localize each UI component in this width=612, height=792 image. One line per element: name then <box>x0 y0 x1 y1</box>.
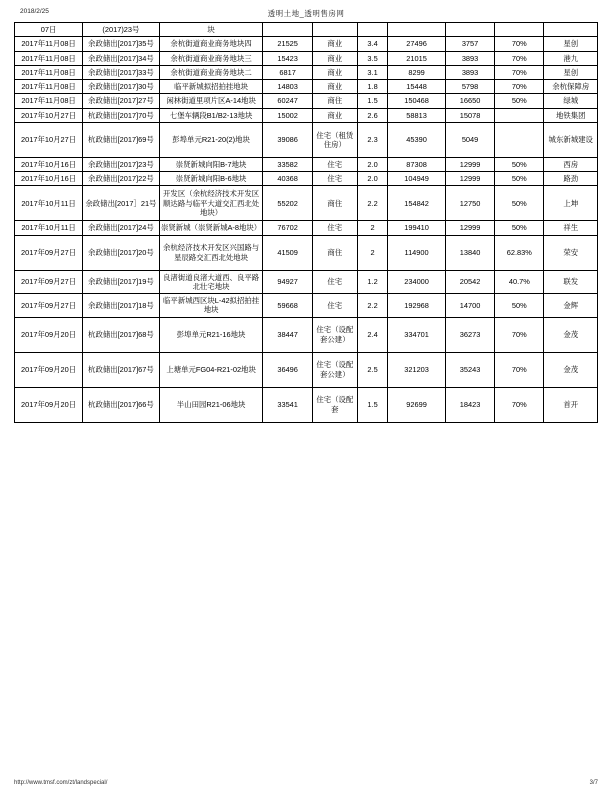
cell-document-no: 杭政储出[2017]70号 <box>83 108 160 122</box>
cell-date: 2017年11月08日 <box>15 51 83 65</box>
cell-unit-price: 3757 <box>445 37 494 51</box>
cell-use: 住宅 <box>312 157 357 171</box>
cell-total-price: 8299 <box>388 65 446 79</box>
cell-unit-price: 3893 <box>445 51 494 65</box>
cell-premium-rate: 50% <box>495 221 544 235</box>
table-row <box>15 122 598 157</box>
cell-area: 38447 <box>263 317 312 352</box>
cell-total-price: 21015 <box>388 51 446 65</box>
cell-date: 2017年10月27日 <box>15 122 83 157</box>
cell-total-price: 92699 <box>388 387 446 422</box>
cell-document-no: 杭政储出[2017]66号 <box>83 387 160 422</box>
cell-buyer: 荣安 <box>544 235 598 270</box>
cell-parcel-name: 崇贤新城向阳B-6地块 <box>159 172 263 186</box>
table-row <box>15 94 598 108</box>
cell-parcel-name: 余杭街道商业商务地块三 <box>159 51 263 65</box>
cell-premium-rate: 70% <box>495 51 544 65</box>
cell-floor-area-ratio: 2.5 <box>357 352 387 387</box>
cell-premium-rate <box>495 122 544 157</box>
cell-date: 2017年11月08日 <box>15 37 83 51</box>
cell-parcel-name: 余杭街道商业商务地块二 <box>159 65 263 79</box>
cell-premium-rate: 70% <box>495 352 544 387</box>
cell-total-price: 104949 <box>388 172 446 186</box>
cell-use: 商业 <box>312 108 357 122</box>
cell-parcel-name: 闲林街道里项片区A-14地块 <box>159 94 263 108</box>
table-row <box>15 51 598 65</box>
cell-unit-price: 20542 <box>445 270 494 294</box>
cell-date: 2017年09月27日 <box>15 270 83 294</box>
cell-unit-price: 5798 <box>445 80 494 94</box>
cell-area: 21525 <box>263 37 312 51</box>
cell-premium-rate: 70% <box>495 65 544 79</box>
table-row <box>15 157 598 171</box>
cell-parcel-name: 余杭经济技术开发区兴国路与星辰路交汇西北处地块 <box>159 235 263 270</box>
cell-document-no: 余政储出[2017]20号 <box>83 235 160 270</box>
cell-use: 商住 <box>312 186 357 221</box>
cell-date: 2017年09月27日 <box>15 294 83 318</box>
cell-document-no: 余政储出[2017]27号 <box>83 94 160 108</box>
cell-use: 住宅 <box>312 172 357 186</box>
cell-floor-area-ratio: 2.3 <box>357 122 387 157</box>
cell-area: 40368 <box>263 172 312 186</box>
cell-floor-area-ratio: 1.5 <box>357 94 387 108</box>
cell-use: 住宅 <box>312 221 357 235</box>
cell-parcel-name: 半山田园R21-06地块 <box>159 387 263 422</box>
cell-parcel-name: 崇贤新城向阳B-7地块 <box>159 157 263 171</box>
cell-buyer: 联发 <box>544 270 598 294</box>
cell-floor-area-ratio: 1.2 <box>357 270 387 294</box>
cell-premium-rate: 70% <box>495 37 544 51</box>
cell-floor-area-ratio: 2.0 <box>357 157 387 171</box>
cell-floor-area-ratio: 1.8 <box>357 80 387 94</box>
cell-date: 2017年10月16日 <box>15 172 83 186</box>
table-row <box>15 221 598 235</box>
cell-unit-price: 15078 <box>445 108 494 122</box>
cell-use: 住宅（设配套 <box>312 387 357 422</box>
cell-buyer: 星创 <box>544 37 598 51</box>
cell-premium-rate: 50% <box>495 94 544 108</box>
cell-total-price: 114900 <box>388 235 446 270</box>
cell-total-price: 58813 <box>388 108 446 122</box>
table-row <box>15 80 598 94</box>
cell-parcel-name: 开发区（余杭经济技术开发区顺达路与临平大道交汇西北处地块） <box>159 186 263 221</box>
table-row <box>15 352 598 387</box>
cell-parcel-name: 彭埠单元R21-20(2)地块 <box>159 122 263 157</box>
cell-premium-rate: 40.7% <box>495 270 544 294</box>
cell-floor-area-ratio <box>357 23 387 37</box>
cell-parcel-name: 上塘单元FG04-R21-02地块 <box>159 352 263 387</box>
cell-unit-price: 36273 <box>445 317 494 352</box>
cell-floor-area-ratio: 1.5 <box>357 387 387 422</box>
cell-unit-price: 13840 <box>445 235 494 270</box>
cell-document-no: 余政储出[2017]23号 <box>83 157 160 171</box>
cell-document-no: 余政储出[2017]19号 <box>83 270 160 294</box>
cell-floor-area-ratio: 2.4 <box>357 317 387 352</box>
cell-total-price: 321203 <box>388 352 446 387</box>
cell-use: 住宅 <box>312 294 357 318</box>
cell-date: 2017年11月08日 <box>15 94 83 108</box>
cell-unit-price: 35243 <box>445 352 494 387</box>
cell-buyer: 首开 <box>544 387 598 422</box>
table-row <box>15 387 598 422</box>
cell-premium-rate: 70% <box>495 387 544 422</box>
cell-buyer: 路劲 <box>544 172 598 186</box>
table-row <box>15 270 598 294</box>
cell-buyer: 祥生 <box>544 221 598 235</box>
cell-buyer: 余杭保障房 <box>544 80 598 94</box>
cell-use: 商业 <box>312 65 357 79</box>
cell-total-price: 334701 <box>388 317 446 352</box>
cell-use: 商住 <box>312 235 357 270</box>
cell-area <box>263 23 312 37</box>
cell-unit-price <box>445 23 494 37</box>
cell-use: 商业 <box>312 37 357 51</box>
cell-date: 2017年11月08日 <box>15 65 83 79</box>
cell-document-no: 余政储出[2017]30号 <box>83 80 160 94</box>
cell-floor-area-ratio: 2.2 <box>357 294 387 318</box>
cell-area: 33582 <box>263 157 312 171</box>
cell-area: 36496 <box>263 352 312 387</box>
cell-parcel-name: 临平新城西区块L-42拟招拍挂地块 <box>159 294 263 318</box>
cell-unit-price: 12999 <box>445 221 494 235</box>
cell-unit-price: 12750 <box>445 186 494 221</box>
page-header <box>14 8 598 18</box>
cell-parcel-name: 良渚街道良渚大道西、良平路北壮宅地块 <box>159 270 263 294</box>
table-row <box>15 317 598 352</box>
cell-date: 2017年09月27日 <box>15 235 83 270</box>
cell-use: 住宅（租赁住房） <box>312 122 357 157</box>
cell-total-price: 154842 <box>388 186 446 221</box>
header-title: 透明土地_透明售房网 <box>267 9 345 18</box>
cell-buyer: 金茂 <box>544 317 598 352</box>
cell-parcel-name: 临平新城拟招拍挂地块 <box>159 80 263 94</box>
cell-date: 2017年10月11日 <box>15 221 83 235</box>
cell-area: 39086 <box>263 122 312 157</box>
cell-floor-area-ratio: 3.1 <box>357 65 387 79</box>
cell-use: 住宅（设配套公建） <box>312 352 357 387</box>
cell-floor-area-ratio: 3.5 <box>357 51 387 65</box>
cell-area: 33541 <box>263 387 312 422</box>
cell-area: 15423 <box>263 51 312 65</box>
cell-premium-rate: 70% <box>495 317 544 352</box>
table-row <box>15 235 598 270</box>
cell-parcel-name: 崇贤新城（崇贤新城A-8地块） <box>159 221 263 235</box>
cell-document-no: 余政储出[2017]24号 <box>83 221 160 235</box>
table-row <box>15 65 598 79</box>
cell-area: 14803 <box>263 80 312 94</box>
cell-buyer: 城东新城建设 <box>544 122 598 157</box>
cell-document-no: 杭政储出[2017]68号 <box>83 317 160 352</box>
cell-date: 2017年11月08日 <box>15 80 83 94</box>
cell-use <box>312 23 357 37</box>
cell-premium-rate: 62.83% <box>495 235 544 270</box>
cell-buyer: 地铁集团 <box>544 108 598 122</box>
cell-buyer: 金茂 <box>544 352 598 387</box>
cell-total-price: 234000 <box>388 270 446 294</box>
cell-premium-rate: 70% <box>495 80 544 94</box>
cell-floor-area-ratio: 3.4 <box>357 37 387 51</box>
cell-unit-price: 14700 <box>445 294 494 318</box>
cell-unit-price: 12999 <box>445 157 494 171</box>
table-row <box>15 294 598 318</box>
cell-premium-rate: 50% <box>495 172 544 186</box>
cell-buyer: 绿城 <box>544 94 598 108</box>
cell-buyer: 港九 <box>544 51 598 65</box>
cell-parcel-name: 余杭街道商业商务地块四 <box>159 37 263 51</box>
cell-floor-area-ratio: 2.0 <box>357 172 387 186</box>
cell-area: 59668 <box>263 294 312 318</box>
cell-buyer: 金辉 <box>544 294 598 318</box>
table-body <box>15 23 598 423</box>
cell-premium-rate: 50% <box>495 294 544 318</box>
cell-area: 60247 <box>263 94 312 108</box>
cell-buyer <box>544 23 598 37</box>
cell-floor-area-ratio: 2.2 <box>357 186 387 221</box>
cell-total-price: 192968 <box>388 294 446 318</box>
cell-document-no: 余政储出[2017］21号 <box>83 186 160 221</box>
cell-date: 2017年10月16日 <box>15 157 83 171</box>
cell-unit-price: 3893 <box>445 65 494 79</box>
cell-date: 07日 <box>15 23 83 37</box>
cell-area: 76702 <box>263 221 312 235</box>
cell-buyer: 西房 <box>544 157 598 171</box>
table-row <box>15 108 598 122</box>
land-transactions-table <box>14 22 598 423</box>
table-row <box>15 172 598 186</box>
cell-document-no: 余政储出[2017]22号 <box>83 172 160 186</box>
cell-unit-price: 16650 <box>445 94 494 108</box>
cell-premium-rate: 50% <box>495 186 544 221</box>
cell-total-price: 87308 <box>388 157 446 171</box>
cell-buyer: 上坤 <box>544 186 598 221</box>
footer-page-number: 3/7 <box>589 780 598 786</box>
cell-area: 6817 <box>263 65 312 79</box>
cell-unit-price: 12999 <box>445 172 494 186</box>
cell-total-price: 45390 <box>388 122 446 157</box>
cell-unit-price: 18423 <box>445 387 494 422</box>
cell-date: 2017年09月20日 <box>15 352 83 387</box>
cell-use: 商住 <box>312 94 357 108</box>
cell-buyer: 星创 <box>544 65 598 79</box>
cell-area: 55202 <box>263 186 312 221</box>
cell-unit-price: 5049 <box>445 122 494 157</box>
cell-use: 商业 <box>312 80 357 94</box>
cell-date: 2017年10月11日 <box>15 186 83 221</box>
cell-use: 住宅 <box>312 270 357 294</box>
cell-premium-rate <box>495 23 544 37</box>
cell-document-no: 杭政储出[2017]67号 <box>83 352 160 387</box>
table-row <box>15 37 598 51</box>
cell-document-no: 余政储出[2017]18号 <box>83 294 160 318</box>
page-footer <box>14 780 598 786</box>
cell-use: 住宅（设配套公建） <box>312 317 357 352</box>
table-row <box>15 186 598 221</box>
cell-document-no: 余政储出[2017]35号 <box>83 37 160 51</box>
cell-total-price: 199410 <box>388 221 446 235</box>
cell-total-price: 27496 <box>388 37 446 51</box>
cell-use: 商业 <box>312 51 357 65</box>
cell-floor-area-ratio: 2.6 <box>357 108 387 122</box>
cell-premium-rate: 50% <box>495 157 544 171</box>
cell-total-price: 15448 <box>388 80 446 94</box>
cell-floor-area-ratio: 2 <box>357 235 387 270</box>
header-date: 2018/2/25 <box>20 8 49 15</box>
cell-premium-rate <box>495 108 544 122</box>
cell-document-no: 余政储出[2017]33号 <box>83 65 160 79</box>
cell-document-no: 余政储出[2017]34号 <box>83 51 160 65</box>
cell-document-no: (2017)23号 <box>83 23 160 37</box>
table-row <box>15 23 598 37</box>
cell-parcel-name: 块 <box>159 23 263 37</box>
cell-parcel-name: 七堡车辆段B1/B2-13地块 <box>159 108 263 122</box>
cell-area: 15002 <box>263 108 312 122</box>
cell-area: 94927 <box>263 270 312 294</box>
cell-document-no: 杭政储出[2017]69号 <box>83 122 160 157</box>
cell-date: 2017年09月20日 <box>15 387 83 422</box>
cell-total-price: 150468 <box>388 94 446 108</box>
cell-parcel-name: 彭埠单元R21-16地块 <box>159 317 263 352</box>
cell-date: 2017年09月20日 <box>15 317 83 352</box>
cell-total-price <box>388 23 446 37</box>
cell-area: 41509 <box>263 235 312 270</box>
footer-url: http://www.tmsf.com/zt/landspecial/ <box>14 780 108 786</box>
cell-floor-area-ratio: 2 <box>357 221 387 235</box>
cell-date: 2017年10月27日 <box>15 108 83 122</box>
